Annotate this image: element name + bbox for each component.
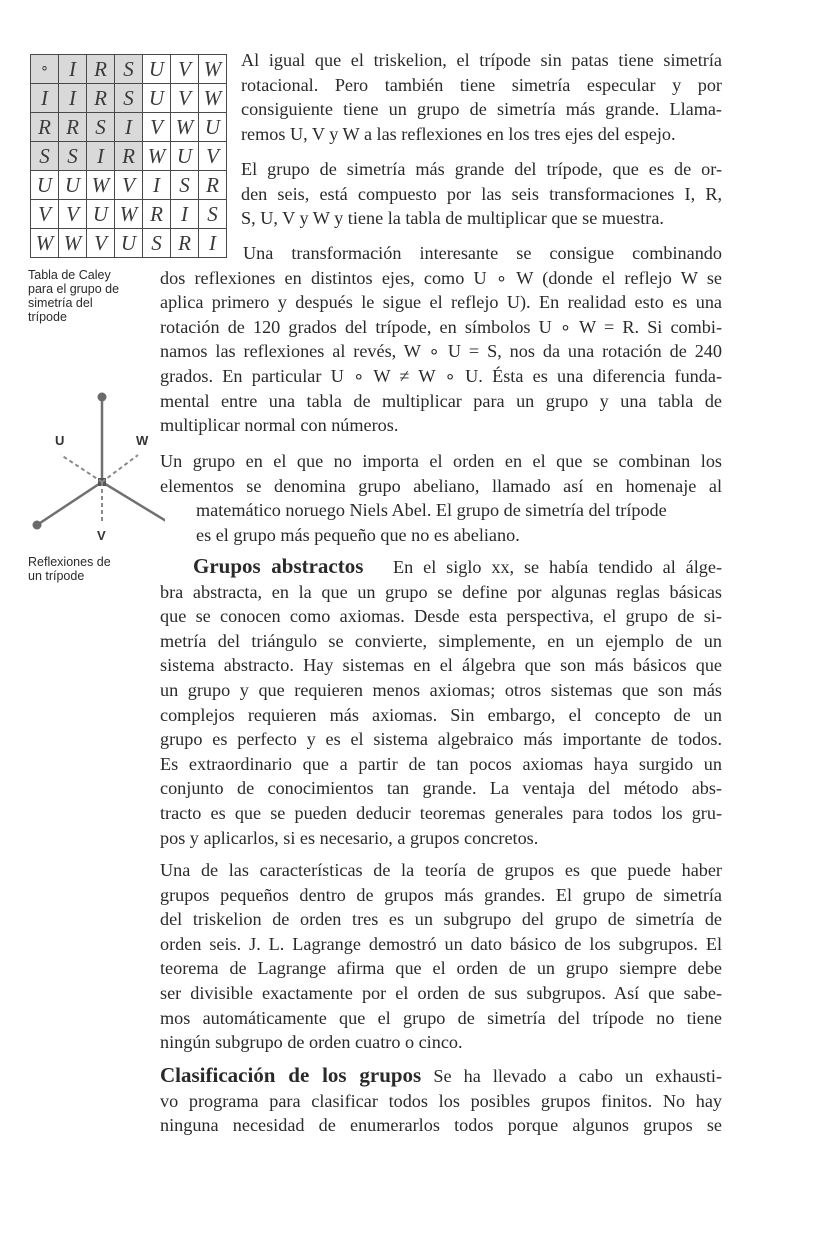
cayley-row-label: R	[31, 113, 59, 142]
paragraph-5	[160, 554, 722, 850]
text-line: aplica primero y después le sigue el reflejo U). En realidad esto es una	[160, 292, 722, 313]
cayley-cell: U	[87, 200, 115, 229]
cayley-cell: V	[115, 171, 143, 200]
text-line: un grupo y que requieren menos axiomas; otros sistemas que son más	[160, 679, 722, 700]
text-line: rotación de 120 grados del trípode, en símbolos U ∘ W = R. Si combi-	[160, 316, 722, 337]
cayley-cell: R	[87, 84, 115, 113]
text-line: Una transformación interesante se consigue combinando	[243, 243, 722, 263]
text-line: que se conocen como axiomas. Desde esta perspectiva, el grupo de si-	[160, 606, 722, 627]
paragraph-4	[160, 449, 722, 547]
text-line: complejos requieren más axiomas. Sin embargo, el concepto de un	[160, 704, 722, 725]
diagram-caption	[28, 555, 111, 583]
text-line: Es extraordinario que a partir de tan pocos axiomas haya surgido un	[160, 753, 722, 774]
cayley-cell: V	[143, 113, 171, 142]
tripod-reflection-diagram	[25, 385, 165, 550]
text-line	[160, 554, 722, 580]
text-line: sistema abstracto. Hay sistemas en el álgebra que son más básicos que	[160, 655, 722, 676]
cayley-cell: I	[115, 113, 143, 142]
axis-label-v: V	[97, 528, 106, 543]
text-line: remos U, V y W a las reflexiones en los tres ejes del espejo.	[241, 123, 676, 144]
text-line: Un grupo en el que no importa el orden en el que se combinan los	[160, 451, 722, 471]
cayley-cell: S	[143, 229, 171, 258]
text-line: Al igual que el triskelion, el trípode sin patas tiene simetría	[241, 50, 722, 70]
text-line: multiplicar normal con números.	[160, 415, 399, 436]
text-line: mos automáticamente que el grupo de simetría del trípode no tiene	[160, 1007, 722, 1028]
text-line: grados. En particular U ∘ W ≠ W ∘ U. Ésta es una diferencia funda-	[160, 365, 722, 386]
axis-label-u: U	[55, 433, 65, 448]
cayley-cell: V	[171, 84, 199, 113]
text-line: pos y aplicarlos, si es necesario, a grupos concretos.	[160, 827, 539, 848]
cayley-row-label: V	[31, 200, 59, 229]
axis-label-w: W	[136, 433, 149, 448]
cayley-cell: V	[59, 200, 87, 229]
caption-line: trípode	[28, 310, 67, 324]
cayley-cell: S	[87, 113, 115, 142]
text-line: Una de las características de la teoría de grupos es que puede haber	[160, 860, 722, 880]
cayley-cell: I	[171, 200, 199, 229]
cayley-cell: I	[143, 171, 171, 200]
text-line: namos las reflexiones al revés, W ∘ U = S, nos da una rotación de 240	[160, 341, 722, 362]
text-line: metría del triángulo se convierte, simplemente, en un ejemplo de un	[160, 630, 722, 651]
cayley-cell: R	[59, 113, 87, 142]
text-line: tracto es que se pueden deducir teoremas generales para todos los gru-	[160, 802, 722, 823]
caption-line: para el grupo de	[28, 282, 120, 296]
cayley-cell: I	[199, 229, 227, 258]
text-line: es el grupo más pequeño que no es abeliano.	[196, 524, 520, 545]
cayley-header-cell: I	[59, 55, 87, 84]
cayley-cell: R	[143, 200, 171, 229]
text-line: teorema de Lagrange afirma que el orden de un grupo siempre debe	[160, 958, 722, 979]
cayley-cell: I	[59, 84, 87, 113]
text-line: conjunto de conocimientos tan grande. La ventaja del método abs-	[160, 778, 722, 799]
caption-line: un trípode	[28, 569, 85, 583]
cayley-cell: U	[59, 171, 87, 200]
cayley-cell: S	[115, 84, 143, 113]
text-line: El grupo de simetría más grande del trípode, que es de or-	[241, 159, 722, 179]
cayley-row-label: S	[31, 142, 59, 171]
text-line: den seis, está compuesto por las seis transformaciones I, R,	[241, 183, 722, 204]
cayley-header-cell: W	[199, 55, 227, 84]
text-line: grupos pequeños dentro de grupos más grandes. El grupo de simetría	[160, 884, 722, 905]
text-line: ser divisible exactamente por el orden de sus subgrupos. Así que sabe-	[160, 982, 722, 1003]
cayley-cell: W	[115, 200, 143, 229]
text-line: consiguiente tiene un grupo de simetría más grande. Llama-	[241, 99, 722, 120]
cayley-cell: W	[87, 171, 115, 200]
tripod-legs	[33, 393, 166, 530]
text-line: del triskelion de orden tres es un subgrupo del grupo de simetría de	[160, 909, 722, 930]
cayley-cell: S	[199, 200, 227, 229]
cayley-header-cell: U	[143, 55, 171, 84]
text-line: S, U, V y W y tiene la tabla de multiplicar que se muestra.	[241, 208, 664, 229]
text-line: matemático noruego Niels Abel. El grupo de simetría del trípode	[196, 500, 667, 521]
caption-line: Tabla de Caley	[28, 268, 111, 282]
cayley-cell: U	[199, 113, 227, 142]
text-line: rotacional. Pero también tiene simetría especular y por	[241, 74, 722, 95]
text-line: grupo es perfecto y es el sistema algebraico más importante de todos.	[160, 729, 722, 750]
cayley-row	[31, 113, 227, 142]
cayley-row	[31, 84, 227, 113]
cayley-cell: S	[171, 171, 199, 200]
cayley-cell: U	[143, 84, 171, 113]
text-line	[160, 1063, 722, 1089]
cayley-header-row	[31, 55, 227, 84]
section-heading-grupos-abstractos: Grupos abstractos	[193, 554, 364, 578]
cayley-cell: W	[199, 84, 227, 113]
paragraph-3	[160, 241, 722, 438]
cayley-cell: S	[59, 142, 87, 171]
cayley-row	[31, 200, 227, 229]
cayley-cell: W	[59, 229, 87, 258]
caption-line: Reflexiones de	[28, 555, 111, 569]
cayley-operator: ∘	[31, 55, 59, 84]
cayley-cell: V	[87, 229, 115, 258]
cayley-row-label: W	[31, 229, 59, 258]
paragraph-7	[160, 1063, 722, 1138]
text-line: vo programa para clasificar todos los posibles grupos finitos. No hay	[160, 1090, 722, 1111]
cayley-header-cell: V	[171, 55, 199, 84]
text-line: elementos se denomina grupo abeliano, llamado así en homenaje al	[160, 475, 722, 496]
cayley-table	[30, 54, 227, 258]
text-line: ningún subgrupo de orden cuatro o cinco.	[160, 1032, 463, 1053]
cayley-cell: V	[199, 142, 227, 171]
cayley-row-label: U	[31, 171, 59, 200]
text-line: dos reflexiones en distintos ejes, como U ∘ W (donde el reflejo W se	[160, 267, 722, 288]
paragraph-2	[241, 157, 722, 231]
cayley-cell: U	[171, 142, 199, 171]
text-line: ninguna necesidad de enumerarlos todos porque algunos grupos se	[160, 1115, 722, 1136]
cayley-row	[31, 142, 227, 171]
text-line: mental entre una tabla de multiplicar para un grupo y una tabla de	[160, 390, 722, 411]
cayley-cell: I	[87, 142, 115, 171]
cayley-cell: W	[143, 142, 171, 171]
paragraph-1	[241, 48, 722, 146]
cayley-cell: R	[199, 171, 227, 200]
cayley-header-cell: R	[87, 55, 115, 84]
caption-line: simetría del	[28, 296, 93, 310]
text-run: Se ha llevado a cabo un exhausti-	[433, 1066, 722, 1086]
cayley-row	[31, 171, 227, 200]
cayley-header-cell: S	[115, 55, 143, 84]
section-heading-clasificacion: Clasificación de los grupos	[160, 1063, 422, 1087]
table-caption	[28, 268, 119, 324]
text-line: orden seis. J. L. Lagrange demostró un dato básico de los subgrupos. El	[160, 933, 722, 954]
cayley-row-label: I	[31, 84, 59, 113]
paragraph-6	[160, 858, 722, 1055]
cayley-cell: R	[115, 142, 143, 171]
mirror-axes	[61, 455, 138, 522]
text-line: bra abstracta, en la que un grupo se define por algunas reglas básicas	[160, 581, 722, 602]
cayley-cell: R	[171, 229, 199, 258]
cayley-cell: U	[115, 229, 143, 258]
text-run: En el siglo xx, se había tendido al álge-	[393, 557, 723, 577]
cayley-cell: W	[171, 113, 199, 142]
